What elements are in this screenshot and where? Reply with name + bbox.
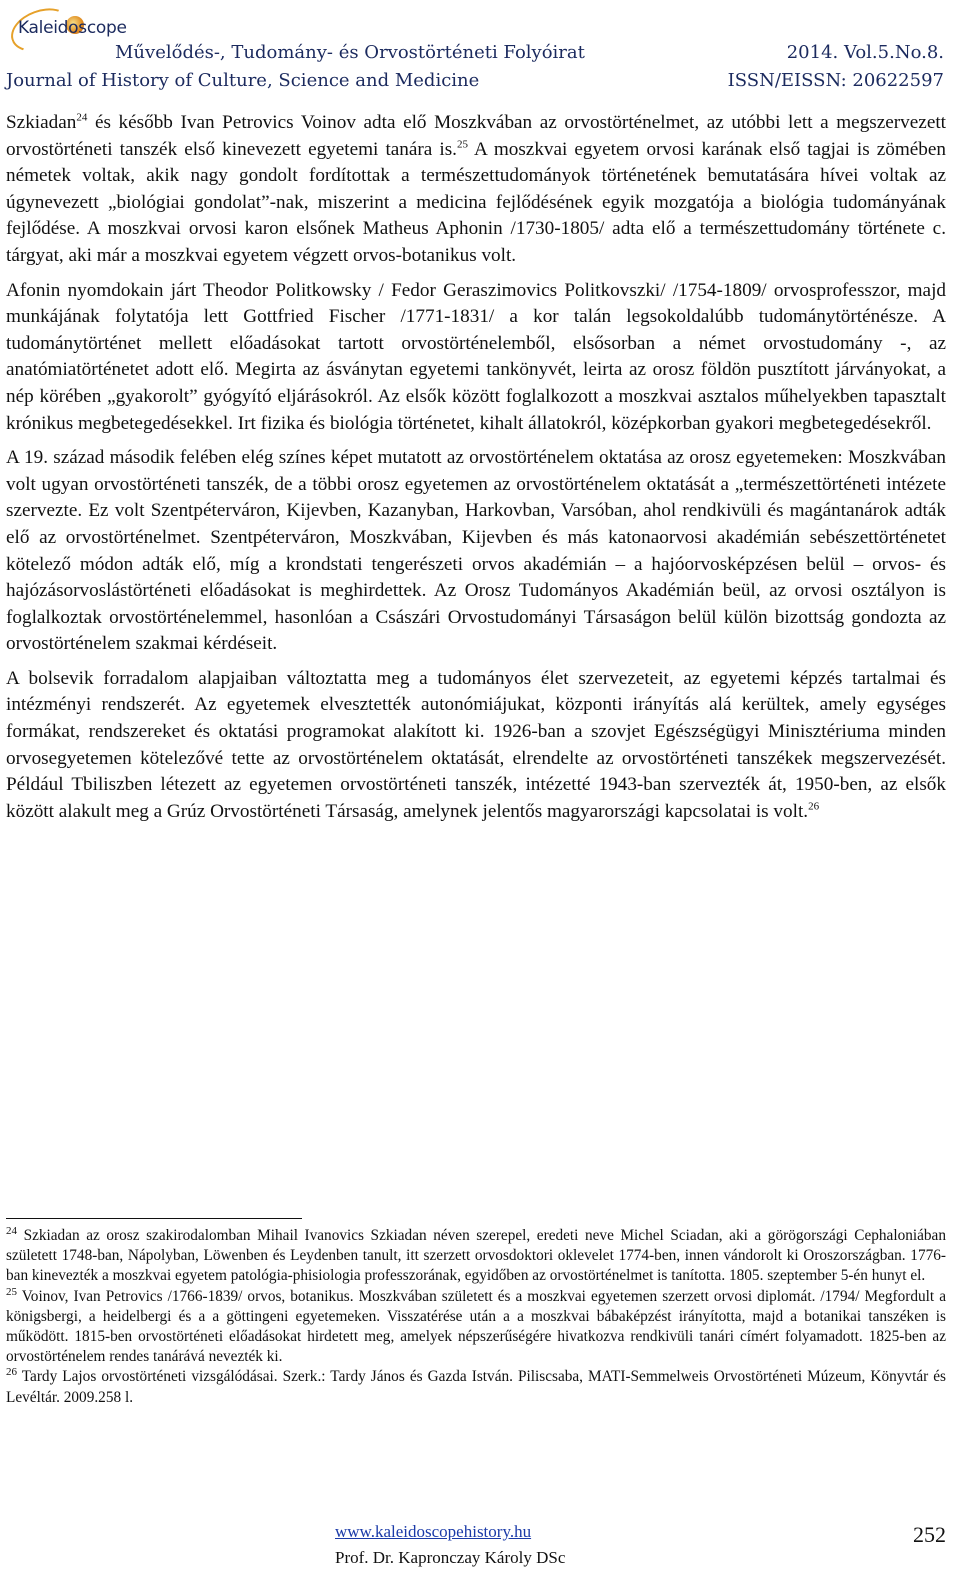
paragraph-4-text: A bolsevik forradalom alapjaiban változtatta meg a tudományos élet szervezeteit, az egyetemi képzés tartalmai és intézményi rendszerét. Az egyetemek elvesztették autonómiájukat, központi irányítás alá kerültek, amely egységes formákat, rendszereket és oktatási programokat alakított ki. 1926-ban a szovjet Egészségügyi Minisztériuma minden orvosegyetemen kötelezővé tette az orvostörténelem oktatását, elrendelte az orvostörténeti tanszékek megszervezését. Például Tbiliszben létezett az egyetemen orvostörténeti tanszék, intézetté 1943-ban szervezték át, 1950-ben, az elsők között alakult meg a Grúz Orvostörténeti Társaság, amelynek jelentős magyarországi kapcsolatai is volt. (6, 667, 946, 822)
year-volume: 2014. Vol.5.No.8. (786, 42, 944, 63)
footnote-25 (6, 1287, 946, 1368)
footnotes (6, 1226, 946, 1408)
footnote-25-text: Voinov, Ivan Petrovics /1766-1839/ orvos, botanikus. Moszkvában született és a moszkvai egyetemen szerzett orvosi diplomát. /1794/ Megfordult a königsbergi, a heidelbergi és a a göttingeni egyetemeken. Visszatérése után a a moszkvai bábaképzést irányította, majd a botanikai tanszéken is működött. 1815-ben orvostörténeti előadásokat hirdetett meg, amelyek népszerűségére hivatkozva rendkivüli tanári címért folyamadott. 1825-ben az orvostörténelem rendes tanárává nevezték ki. (6, 1287, 946, 1366)
footnote-25-number: 25 (6, 1285, 17, 1298)
footnote-24-text: Szkiadan az orosz szakirodalomban Mihail Ivanovics Szkiadan néven szerepel, eredeti neve Michel Sciadan, aki a görögországi Cephaloniában született 1748-ban, Nápolyban, Löwenben és Leydenben tanult, itt szerzett orvosdoktori oklevelet 1774-ben, innen vándorolt ki Oroszországban. 1776-ban kinevezték a moszkvai egyetem patológia-phisiologia professzorának, egyidőben az orvostörténelmet is tanította. 1805. szeptember 5-én hunyt el. (6, 1227, 946, 1285)
paragraph-1-end: A moszkvai egyetem orvosi karának első tagjai is zömében németek voltak, akik nagy gondolt fordítottak a természettudományok történetének bemutatására hívei voltak az úgynevezett „biológiai gondolat”-nak, miszerint a medicina fejlődésének egyik mozgatója a biológia tudományának fejlődése. A moszkvai orvosi karon elsőnek Matheus Aphonin /1730-1805/ adta elő a természettudomány története c. tárgyat, aki már a moszkvai egyetem végzett orvos-botanikus volt. (6, 138, 946, 266)
paragraph-1-middle: és később Ivan Petrovics Voinov adta elő Moszkvában az orvostörténelmet, az utóbbi lett a megszervezett orvostörténeti tanszék első kinevezett egyetemi tanára is. (6, 112, 946, 160)
page-number: 252 (913, 1522, 946, 1547)
journal-title-en: Journal of History of Culture, Science and Medicine (6, 70, 480, 91)
footnote-ref-24[interactable]: 24 (76, 111, 88, 124)
footnote-ref-25[interactable]: 25 (456, 138, 468, 151)
paragraph-2: Afonin nyomdokain járt Theodor Politkowsky / Fedor Geraszimovics Politkovszki/ /1754-1809/ orvosprofesszor, majd munkájának folytatója lett Gottfried Fischer /1771-1831/ a kor talán legsokoldalúbb tudománytörténésze. A tudománytörténet mellett előadásokat tartott orvostörténelemből, elsősorban a német orvostudomány -, az anatómiatörténetet adott elő. Megirta az ásványtan egyetemi tankönyvét, leirta az orosz földön pusztított járványokat, a nép körében „gyakorolt” gyógyító eljárásokról. Az elsők között foglalkozott a moszkvai asztalos műhelyekben tapasztalt krónikus megbetegedésekkel. Irt fizika és biológia történetet, kihalt állatokról, középkorban gyakori megbetegedésekről. (6, 279, 946, 434)
issn: ISSN/EISSN: 20622597 (727, 70, 944, 91)
footnote-divider (6, 1218, 302, 1219)
footnote-26-text: Tardy Lajos orvostörténeti vizsgálódásai. Szerk.: Tardy János és Gazda István. Piliscsaba, MATI-Semmelweis Orvostörténeti Múzeum, Könyvtár és Levéltár. 2009.258 l. (6, 1368, 946, 1406)
paragraph-1 (6, 110, 946, 270)
footnote-26-number: 26 (6, 1366, 17, 1379)
journal-logo (6, 4, 126, 48)
website-link[interactable]: www.kaleidoscopehistory.hu (335, 1522, 532, 1541)
logo-text: Kaleidoscope (18, 18, 127, 38)
paragraph-4 (6, 666, 946, 826)
article-body (6, 110, 946, 833)
footnote-24-number: 24 (6, 1224, 17, 1237)
paragraph-1-start: Szkiadan (6, 112, 77, 133)
footnote-26 (6, 1367, 946, 1407)
journal-title-hu: Művelődés-, Tudomány- és Orvostörténeti Folyóirat (115, 42, 585, 63)
author-name: Prof. Dr. Kapronczay Károly DSc (335, 1548, 566, 1567)
footnote-ref-26[interactable]: 26 (808, 800, 820, 813)
footnote-24 (6, 1226, 946, 1287)
paragraph-3: A 19. század második felében elég színes képet mutatott az orvostörténelem oktatása az orosz egyetemeken: Moszkvában volt ugyan orvostörténeti tanszék, de a többi orosz egyetemen az orvostörténelem oktatását a „természettörténeti intézete szervezte. Ez volt Szentpéterváron, Kijevben, Kazanyban, Harkovban, Varsóban, ahol rendkivüli és magántanárok adták elő az orvostörténelmet. Szentpéterváron, Moszkvában, Kijevben és más katonaorvosi akadémián sebészettörténetet kötelező módon adták elő, míg a krondstati tengerészeti orvos akadémián – a hajóorvosképzésen belül – orvos- és hajózásorvoslástörténeti előadásokat is meghirdettek. Az Orosz Tudományos Akadémián beül, az orvosi osztályon is foglalkoztak orvostörténelemmel, hasonlóan a Császári Orvostudományi Társaságon belül külön bizottság gondozta az orvostörténelem szakmai kérdéseit. (6, 447, 946, 655)
page-header (0, 0, 960, 100)
